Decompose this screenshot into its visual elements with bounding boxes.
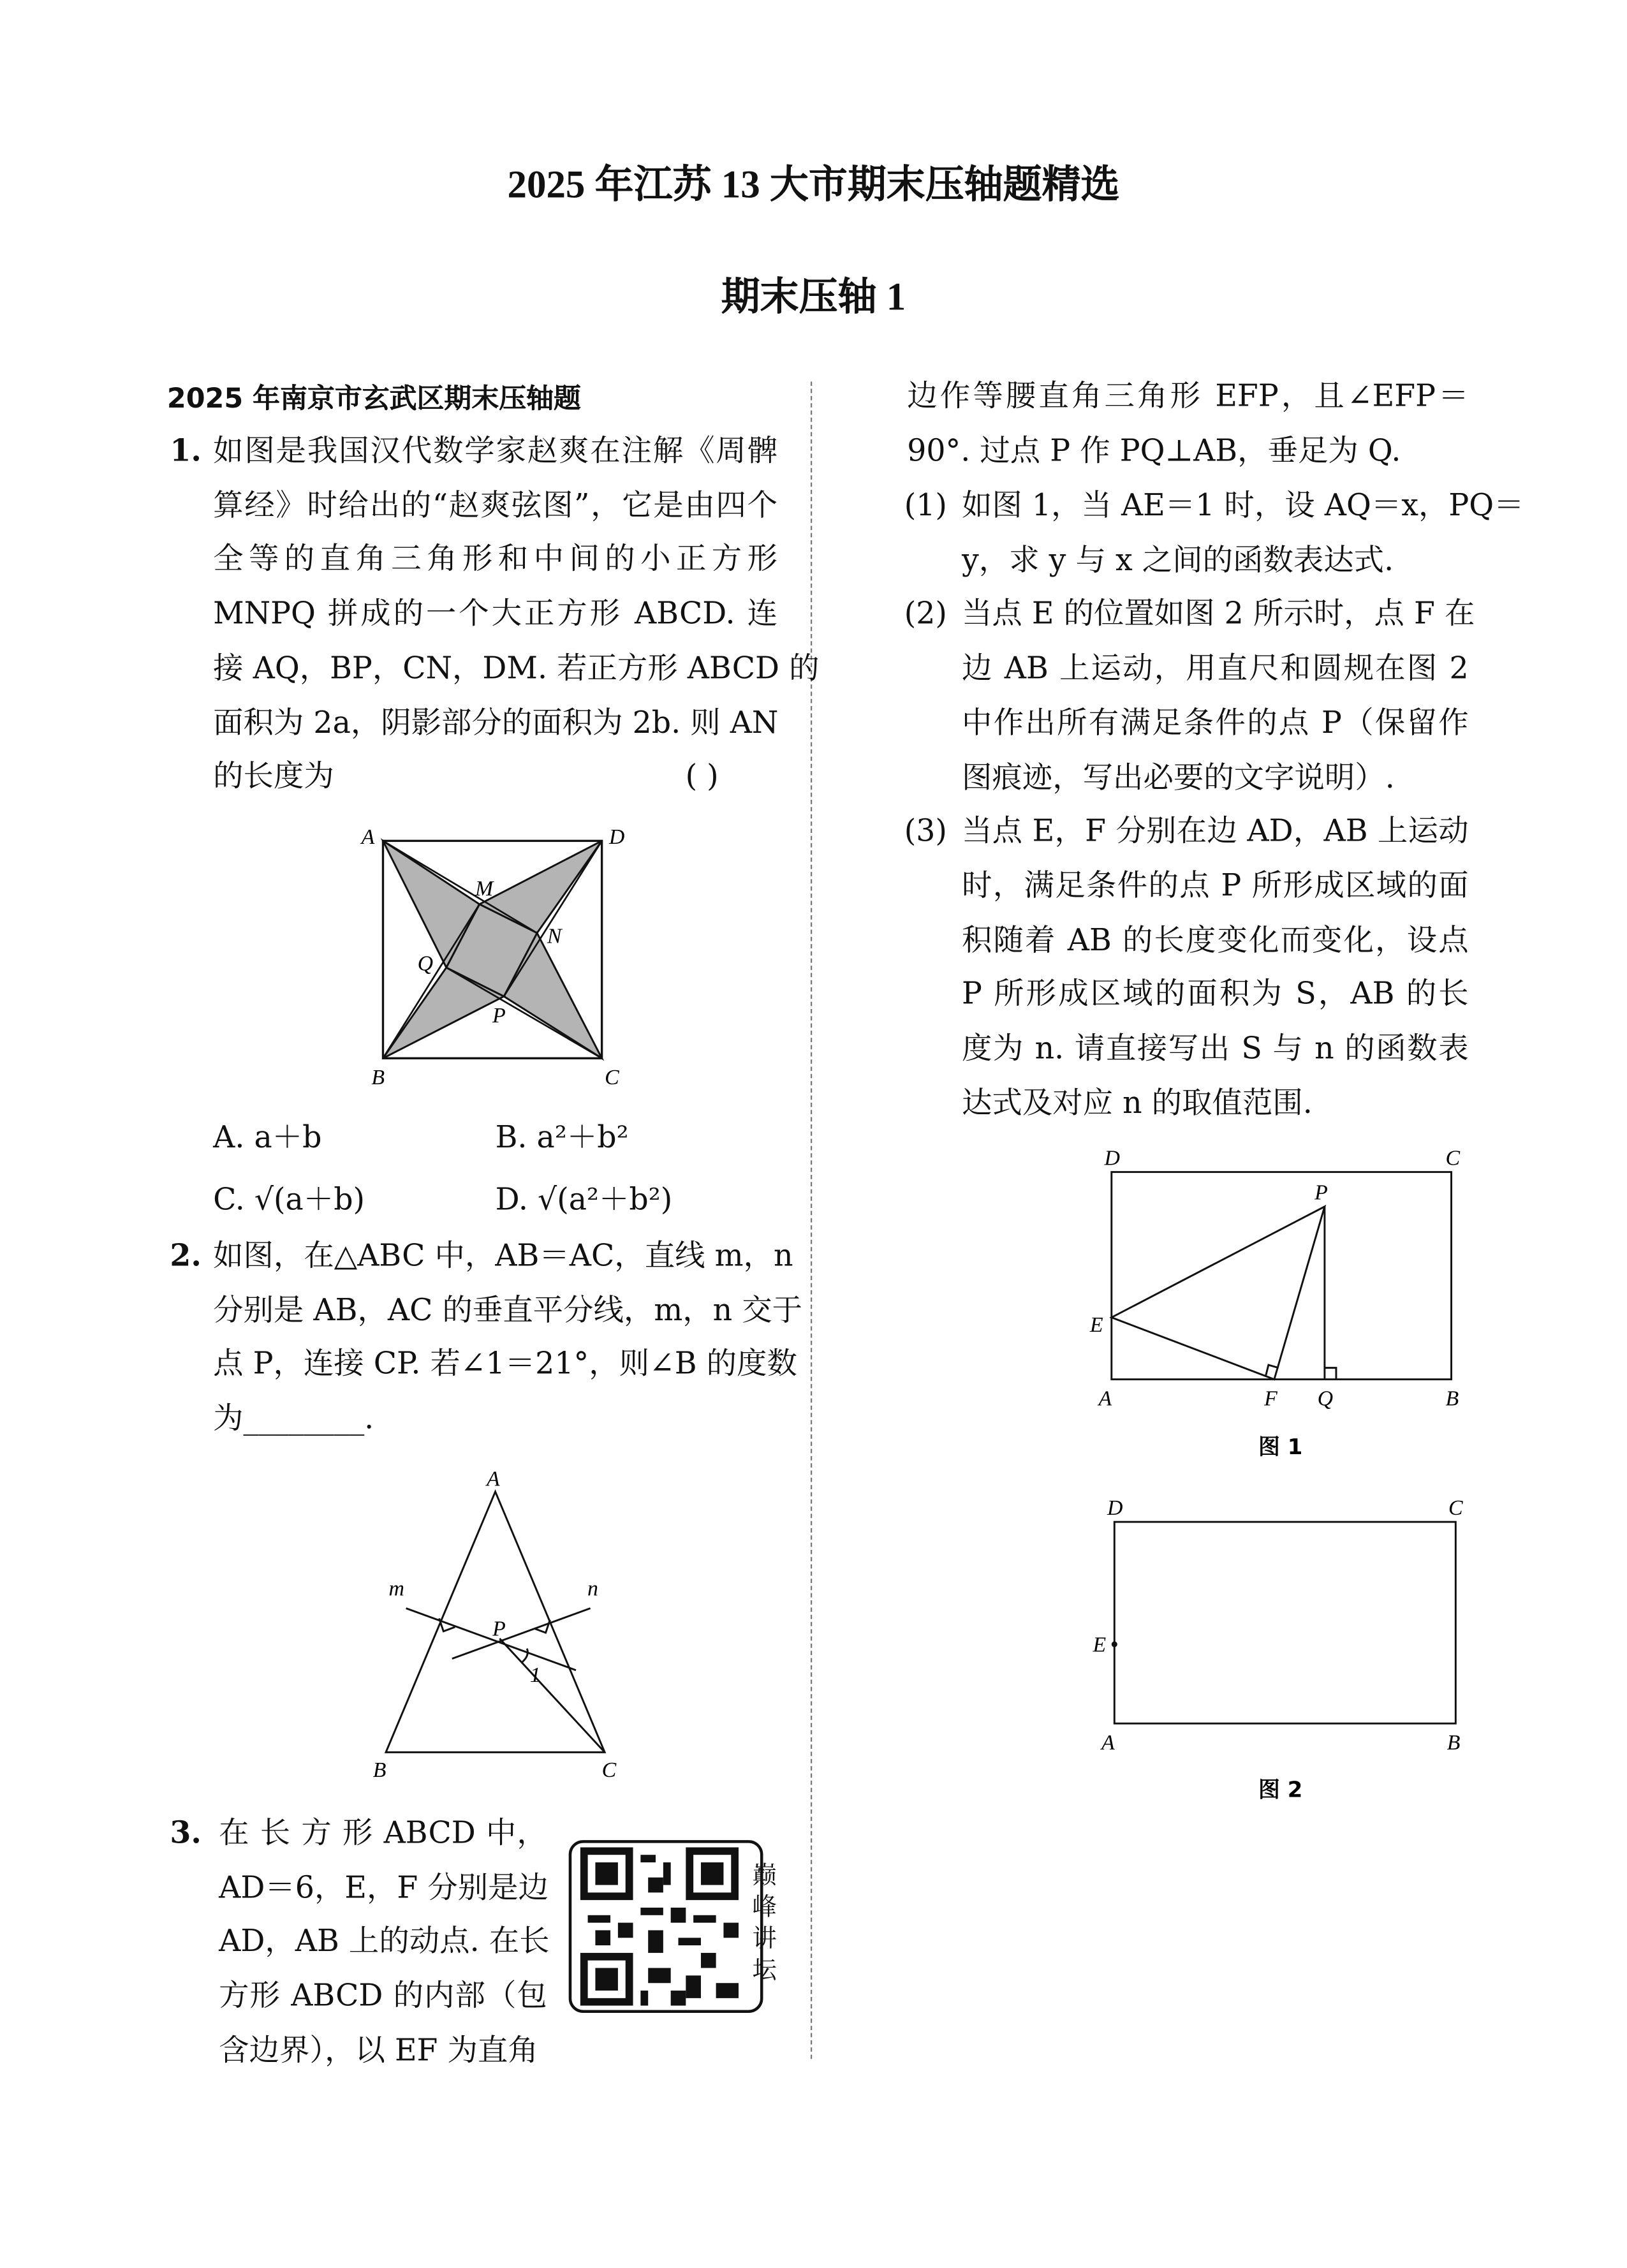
label-A: A — [1098, 1387, 1112, 1411]
label-C: C — [601, 1758, 617, 1782]
q2-text-line: 点 P，连接 CP. 若∠1＝21°，则∠B 的度数 — [213, 1346, 797, 1381]
answer-option: B. a²＋b² — [495, 1120, 629, 1155]
point-E — [1112, 1642, 1117, 1647]
sub-question-text-line: 边 AB 上运动，用直尺和圆规在图 2 — [962, 651, 1469, 686]
sub-question-text-line: 中作出所有满足条件的点 P（保留作 — [962, 705, 1469, 740]
q1-text-line: 面积为 2a，阴影部分的面积为 2b. 则 AN — [213, 705, 779, 740]
label-C: C — [1448, 1496, 1463, 1520]
page-title: 2025 年江苏 13 大市期末压轴题精选 — [507, 163, 1120, 206]
page-subtitle: 期末压轴 1 — [721, 275, 906, 318]
answer-option: A. a＋b — [213, 1120, 322, 1155]
label-Q: Q — [1317, 1387, 1334, 1411]
q3-text-line: 边作等腰直角三角形 EFP，且∠EFP＝ — [907, 378, 1469, 413]
sub-question-text-line: P 所形成区域的面积为 S，AB 的长 — [962, 976, 1469, 1012]
q3-text-line: 在 长 方 形 ABCD 中， — [219, 1815, 547, 1850]
q3-text-line: 含边界），以 EF 为直角 — [219, 2033, 538, 2068]
column-divider — [811, 381, 812, 2059]
triangle-figure — [360, 1454, 648, 1785]
label-E: E — [1089, 1313, 1103, 1337]
label-P: P — [1314, 1181, 1328, 1205]
label-A: A — [487, 1467, 500, 1491]
qr-label: 巅峰讲坛 — [752, 1861, 777, 1986]
label-C: C — [1445, 1146, 1461, 1170]
sub-question-text-line: 如图 1，当 AE＝1 时，设 AQ＝x，PQ＝ — [962, 488, 1524, 523]
q1-text-line: 如图是我国汉代数学家赵爽在注解《周髀 — [213, 433, 778, 468]
label-E: E — [1093, 1633, 1107, 1657]
q1-text-line: 接 AQ，BP，CN，DM. 若正方形 ABCD 的 — [213, 650, 820, 686]
label-D: D — [608, 825, 625, 849]
label-A: A — [361, 825, 375, 849]
figure-2 — [1080, 1491, 1483, 1815]
answer-option: C. √(a＋b) — [213, 1182, 365, 1217]
label-B: B — [371, 1065, 385, 1089]
sub-question-text-line: y，求 y 与 x 之间的函数表达式. — [962, 542, 1394, 577]
label-D: D — [1104, 1146, 1120, 1170]
q2-text-line: 分别是 AB，AC 的垂直平分线，m，n 交于 — [213, 1292, 803, 1327]
label-m: m — [388, 1577, 404, 1601]
sub-question-text-line: 时，满足条件的点 P 所形成区域的面 — [962, 868, 1469, 903]
section-heading: 2025 年南京市玄武区期末压轴题 — [166, 383, 581, 415]
figure-1-caption: 图 1 — [1258, 1434, 1303, 1460]
label-A: A — [1101, 1730, 1115, 1755]
label-N: N — [547, 924, 562, 948]
question-number: 3. — [170, 1814, 202, 1850]
sub-question-text-line: 达式及对应 n 的取值范围. — [962, 1085, 1313, 1120]
q3-text-line: AD＝6，E，F 分别是边 — [219, 1869, 549, 1904]
question-number: 1. — [170, 432, 202, 468]
label-n: n — [587, 1577, 598, 1601]
label-P: P — [492, 1617, 506, 1641]
zhao-shuang-figure — [346, 813, 663, 1101]
figure-1 — [1080, 1137, 1483, 1468]
sub-question-text-line: 图痕迹，写出必要的文字说明）. — [962, 759, 1395, 795]
label-B: B — [1445, 1387, 1459, 1411]
sub-question-number: (3) — [904, 813, 947, 849]
qr-code-frame — [569, 1840, 763, 2013]
figure-2-caption: 图 2 — [1258, 1777, 1303, 1802]
label-P: P — [492, 1003, 506, 1027]
label-F: F — [1264, 1387, 1277, 1411]
sub-question-number: (1) — [904, 488, 947, 523]
sub-question-text-line: 当点 E 的位置如图 2 所示时，点 F 在 — [962, 596, 1475, 631]
label-M: M — [475, 877, 494, 901]
label-angle-1: 1 — [529, 1663, 541, 1687]
q1-text-line: 全等的直角三角形和中间的小正方形 — [213, 541, 778, 577]
label-Q: Q — [417, 952, 434, 976]
answer-bracket: ( ) — [685, 758, 719, 793]
q3-text-line: AD，AB 上的动点. 在长 — [219, 1924, 550, 1959]
sub-question-text-line: 积随着 AB 的长度变化而变化，设点 — [962, 922, 1469, 957]
q1-text-line: MNPQ 拼成的一个大正方形 ABCD. 连 — [213, 596, 778, 631]
sub-question-text-line: 当点 E，F 分别在边 AD，AB 上运动 — [962, 813, 1469, 849]
q2-text-line: 如图，在△ABC 中，AB＝AC，直线 m，n — [213, 1238, 793, 1273]
label-C: C — [605, 1065, 619, 1089]
qr-code-icon[interactable] — [580, 1847, 739, 2005]
q3-text-line: 90°. 过点 P 作 PQ⊥AB，垂足为 Q. — [907, 432, 1401, 468]
label-B: B — [1447, 1730, 1461, 1755]
label-B: B — [372, 1758, 387, 1782]
answer-option: D. √(a²＋b²) — [495, 1182, 673, 1217]
q1-text-line: 的长度为 — [213, 759, 334, 794]
sub-question-number: (2) — [904, 596, 947, 631]
question-number: 2. — [170, 1237, 202, 1273]
label-D: D — [1107, 1496, 1123, 1520]
q3-text-line: 方形 ABCD 的内部（包 — [219, 1978, 547, 2014]
sub-question-text-line: 度为 n. 请直接写出 S 与 n 的函数表 — [962, 1031, 1469, 1066]
q2-text-line: 为________. — [213, 1401, 374, 1436]
q1-text-line: 算经》时给出的“赵爽弦图”，它是由四个 — [213, 487, 778, 522]
